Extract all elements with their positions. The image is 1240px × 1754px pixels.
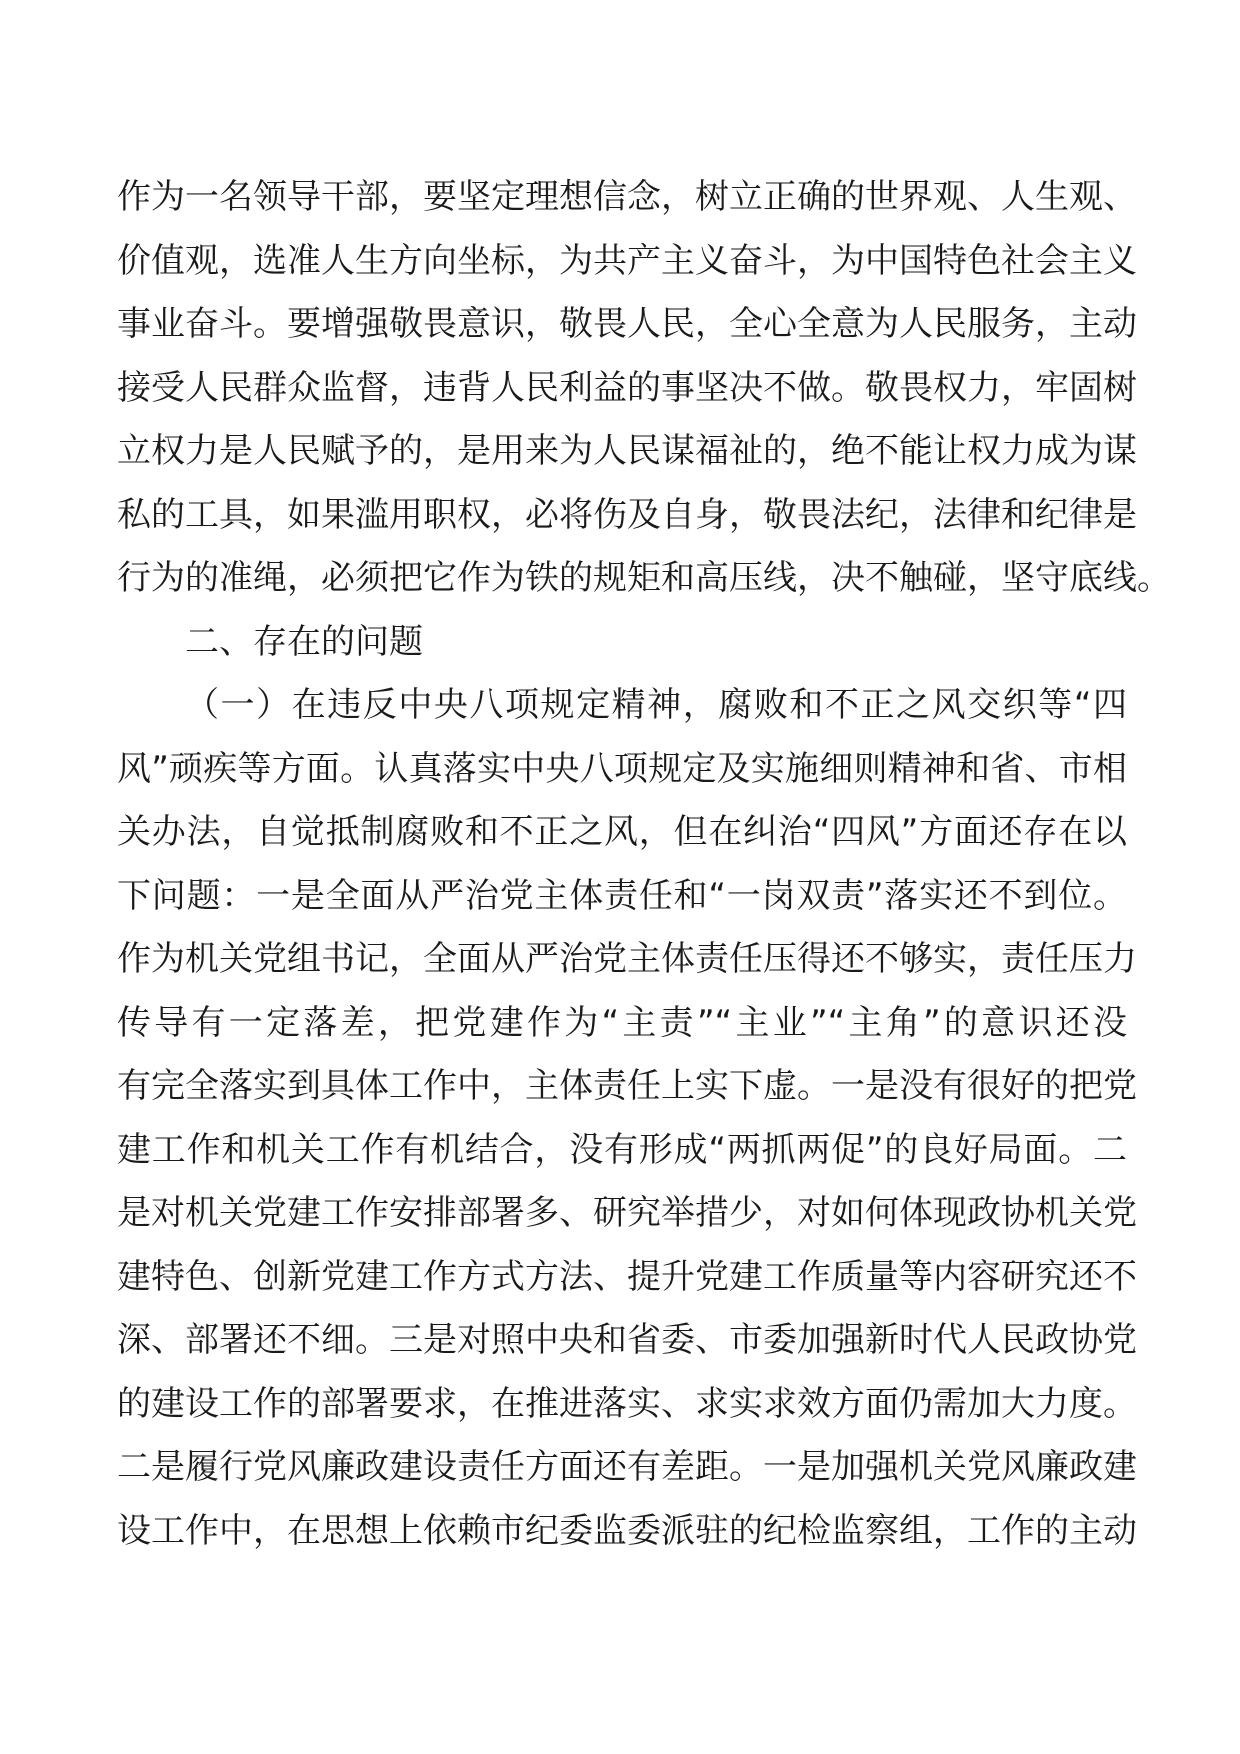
section-heading: 二、存在的问题	[185, 621, 423, 662]
text-line: 下问题：一是全面从严治党主体责任和“一岗双责”落实还不到位。	[117, 875, 1127, 916]
text-line: 有完全落实到具体工作中，主体责任上实下虚。一是没有很好的把党	[117, 1066, 1137, 1106]
text-line: 是对机关党建工作安排部署多、研究举措少，对如何体现政协机关党	[117, 1193, 1137, 1233]
text-line: （一）在违反中央八项规定精神，腐败和不正之风交织等“四	[185, 685, 1127, 725]
text-line: 立权力是人民赋予的，是用来为人民谋福祉的，绝不能让权力成为谋	[117, 431, 1137, 471]
text-line: 传导有一定落差，把党建作为“主责”“主业”“主角”的意识还没	[117, 1002, 1127, 1043]
text-line: 接受人民群众监督，违背人民利益的事坚决不做。敬畏权力，牢固树	[117, 367, 1137, 408]
text-line: 关办法，自觉抵制腐败和不正之风，但在纠治“四风”方面还存在以	[117, 812, 1127, 852]
text-line: 建特色、创新党建工作方式方法、提升党建工作质量等内容研究还不	[117, 1256, 1137, 1297]
text-line: 作为机关党组书记，全面从严治党主体责任压得还不够实，责任压力	[117, 939, 1137, 979]
text-line: 价值观，选准人生方向坐标，为共产主义奋斗，为中国特色社会主义	[117, 240, 1137, 281]
text-line: 作为一名领导干部，要坚定理想信念，树立正确的世界观、人生观、	[117, 177, 1137, 217]
text-line: 行为的准绳，必须把它作为铁的规矩和高压线，决不触碰，坚守底线。	[117, 558, 1171, 598]
text-line: 事业奋斗。要增强敬畏意识，敬畏人民，全心全意为人民服务，主动	[117, 304, 1137, 344]
text-line: 的建设工作的部署要求，在推进落实、求实求效方面仍需加大力度。	[117, 1383, 1137, 1424]
text-line: 建工作和机关工作有机结合，没有形成“两抓两促”的良好局面。二	[117, 1129, 1127, 1170]
text-line: 私的工具，如果滥用职权，必将伤及自身，敬畏法纪，法律和纪律是	[117, 494, 1137, 535]
text-line: 设工作中，在思想上依赖市纪委监委派驻的纪检监察组，工作的主动	[117, 1510, 1137, 1551]
text-line: 深、部署还不细。三是对照中央和省委、市委加强新时代人民政协党	[117, 1320, 1137, 1360]
text-line: 风”顽疾等方面。认真落实中央八项规定及实施细则精神和省、市相	[117, 748, 1127, 789]
text-line: 二是履行党风廉政建设责任方面还有差距。一是加强机关党风廉政建	[117, 1447, 1137, 1487]
document-body	[117, 166, 1171, 1563]
